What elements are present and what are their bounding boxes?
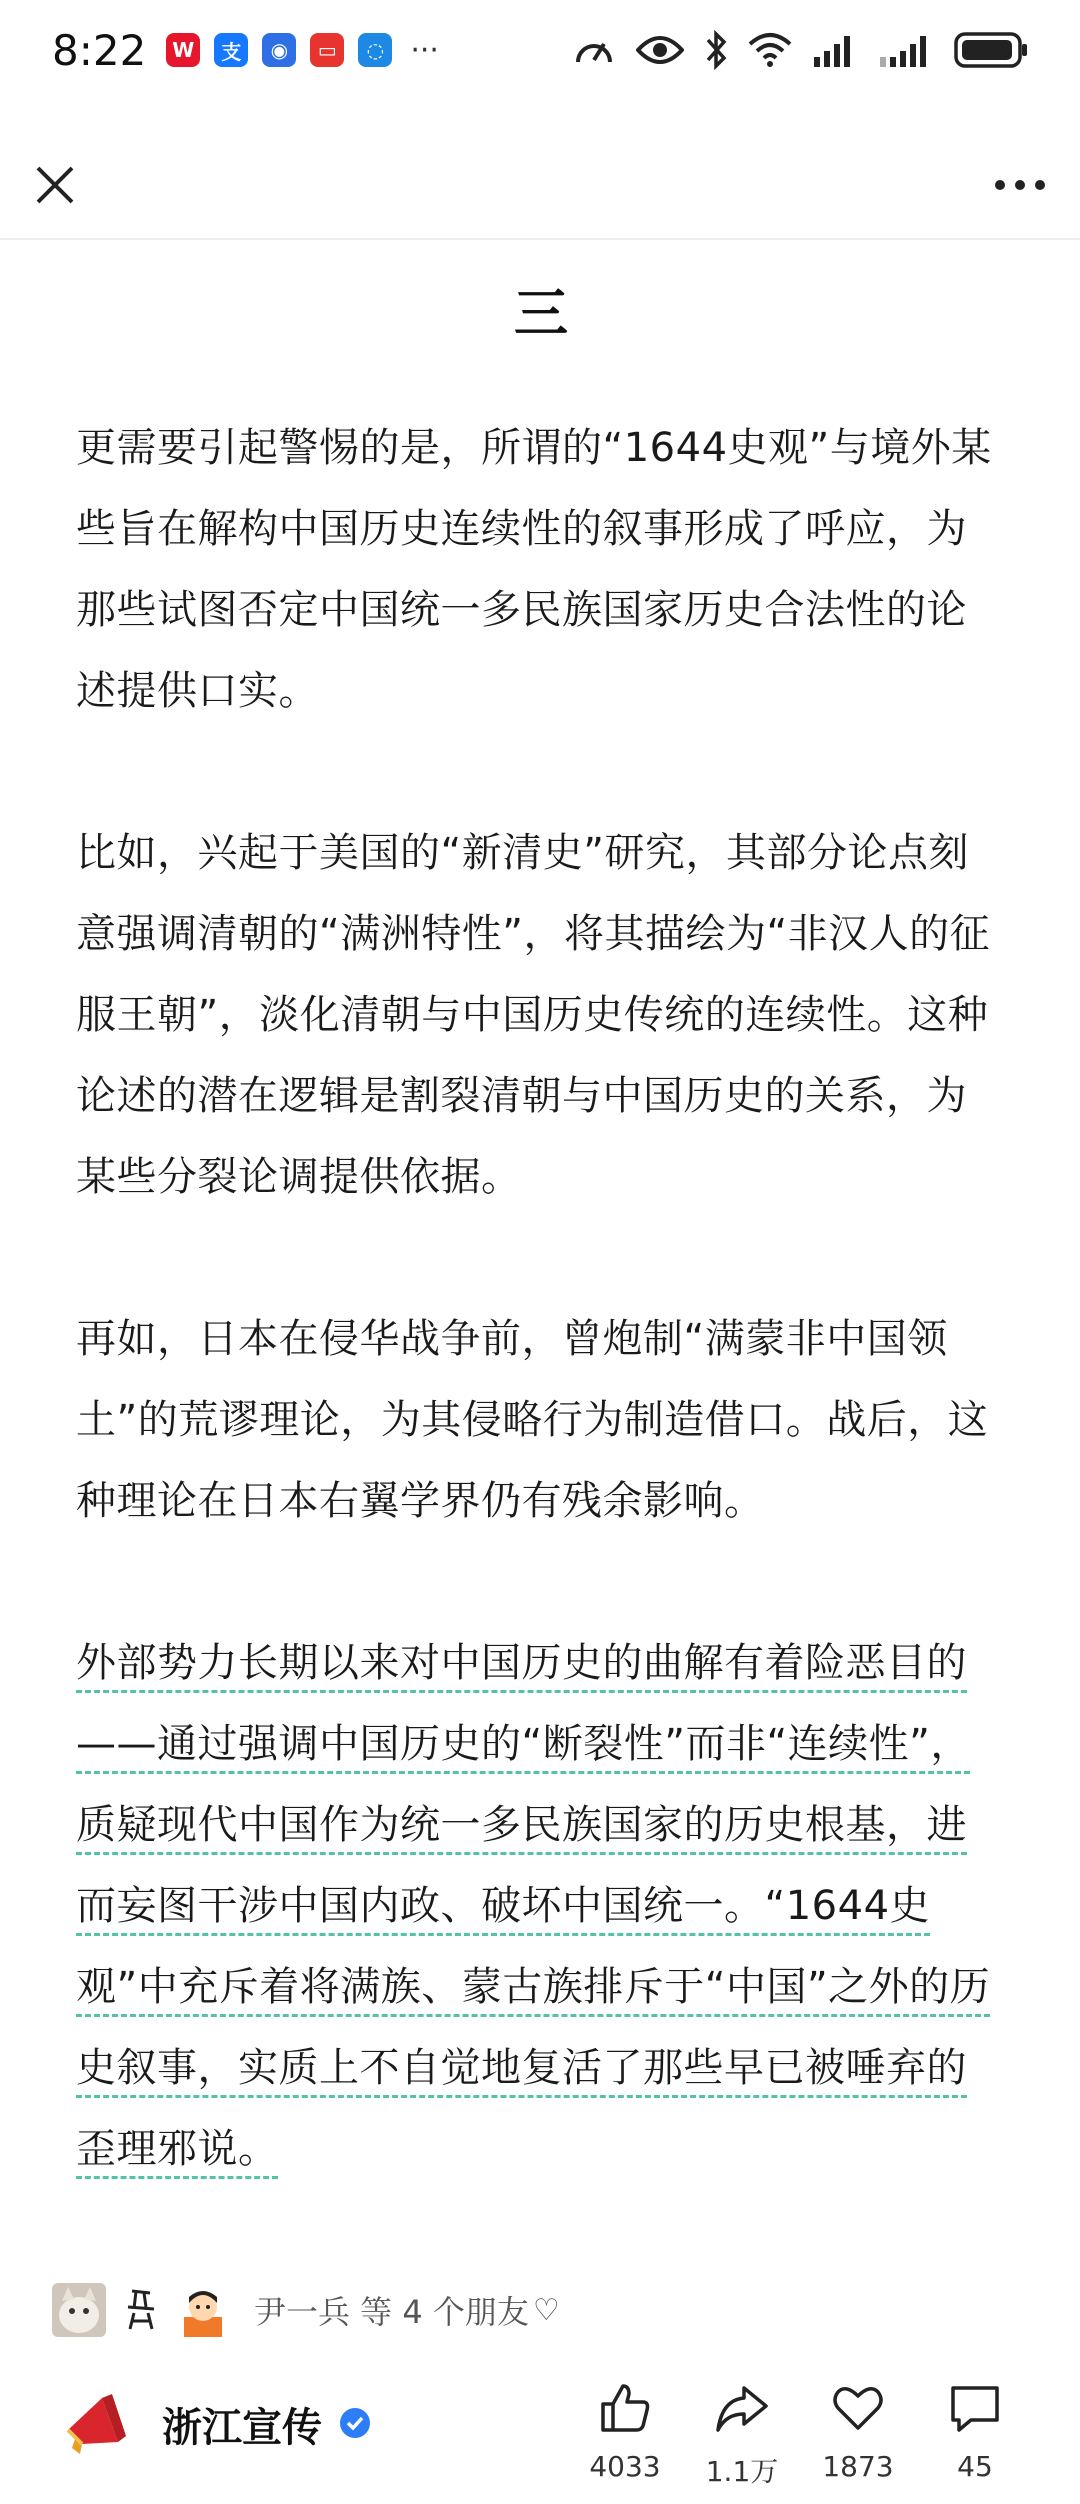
weibo-icon: W <box>166 33 200 67</box>
top-nav <box>0 130 1080 240</box>
highlighted-text[interactable]: 外部势力长期以来对中国历史的曲解有着险恶目的——通过强调中国历史的“断裂性”而非“连续性”，质疑现代中国作为统一多民族国家的历史根基，进而妄图干涉中国内政、破坏中国统一。“1644史观”中充斥着将满族、蒙古族排斥于“中国”之外的历史叙事，实质上不自觉地复活了那些早已被唾弃的歪理邪说。 <box>76 1640 991 2172</box>
app-bulb-icon: ◌ <box>358 33 392 67</box>
article-paragraph-3: 再如，日本在侵华战争前，曾炮制“满蒙非中国领土”的荒谬理论，为其侵略行为制造借口。战后，这种理论在日本右翼学界仍有残余影响。 <box>76 1316 989 1524</box>
heart-icon <box>830 2380 886 2436</box>
comment-count: 45 <box>957 2450 993 2483</box>
small-heart-icon: ♡ <box>532 2292 560 2328</box>
signal-icon <box>812 33 858 67</box>
alipay-icon: 支 <box>214 33 248 67</box>
friend-avatar-cartoon <box>176 2283 230 2337</box>
verified-badge-icon <box>338 2406 372 2440</box>
friend-avatar-cat <box>52 2283 106 2337</box>
friends-liked-text: 尹一兵 等 4 个朋友 <box>254 2293 529 2331</box>
share-button[interactable] <box>682 2380 802 2490</box>
article-paragraph-4-highlighted[interactable] <box>76 1623 1006 2190</box>
wifi-icon <box>748 32 792 68</box>
comment-button[interactable] <box>915 2380 1035 2483</box>
article-paragraph-2: 比如，兴起于美国的“新清史”研究，其部分论点刻意强调清朝的“满洲特性”，将其描绘为“非汉人的征服王朝”，淡化清朝与中国历史传统的连续性。这种论述的潜在逻辑是割裂清朝与中国历史的关系，为某些分裂论调提供依据。 <box>76 830 991 1200</box>
like-button[interactable] <box>565 2380 685 2483</box>
eye-icon <box>636 32 684 68</box>
status-bar-right <box>572 30 1030 70</box>
share-icon <box>714 2380 770 2436</box>
notification-more-icon: ··· <box>410 32 439 68</box>
thumbs-up-icon <box>597 2380 653 2436</box>
article-paragraph-1: 更需要引起警惕的是，所谓的“1644史观”与境外某些旨在解构中国历史连续性的叙事形成了呼应，为那些试图否定中国统一多民族国家历史合法性的论述提供口实。 <box>76 425 992 714</box>
section-heading: 三 <box>514 282 568 345</box>
app-blue-icon: ◉ <box>262 33 296 67</box>
article-body <box>76 250 1006 2190</box>
author-name[interactable]: 浙江宣传 <box>162 2405 322 2451</box>
app-red-icon: ▭ <box>310 33 344 67</box>
comment-icon <box>947 2380 1003 2436</box>
speed-icon <box>572 30 616 70</box>
status-bar-left <box>52 26 439 75</box>
friends-liked-row[interactable] <box>52 2280 560 2340</box>
signal-2-icon <box>878 33 934 67</box>
battery-icon <box>954 31 1030 69</box>
more-options-icon[interactable] <box>990 160 1050 210</box>
author-avatar[interactable] <box>62 2386 132 2458</box>
status-bar <box>0 0 1080 100</box>
close-icon[interactable] <box>30 160 80 210</box>
bluetooth-icon <box>704 30 728 70</box>
like-count: 4033 <box>589 2450 661 2483</box>
status-time: 8:22 <box>52 25 147 75</box>
share-count: 1.1万 <box>705 2455 779 2488</box>
friend-avatar-calligraphy <box>114 2283 168 2337</box>
bottom-action-bar <box>0 2360 1080 2504</box>
favorite-button[interactable] <box>798 2380 918 2483</box>
favorite-count: 1873 <box>822 2450 894 2483</box>
